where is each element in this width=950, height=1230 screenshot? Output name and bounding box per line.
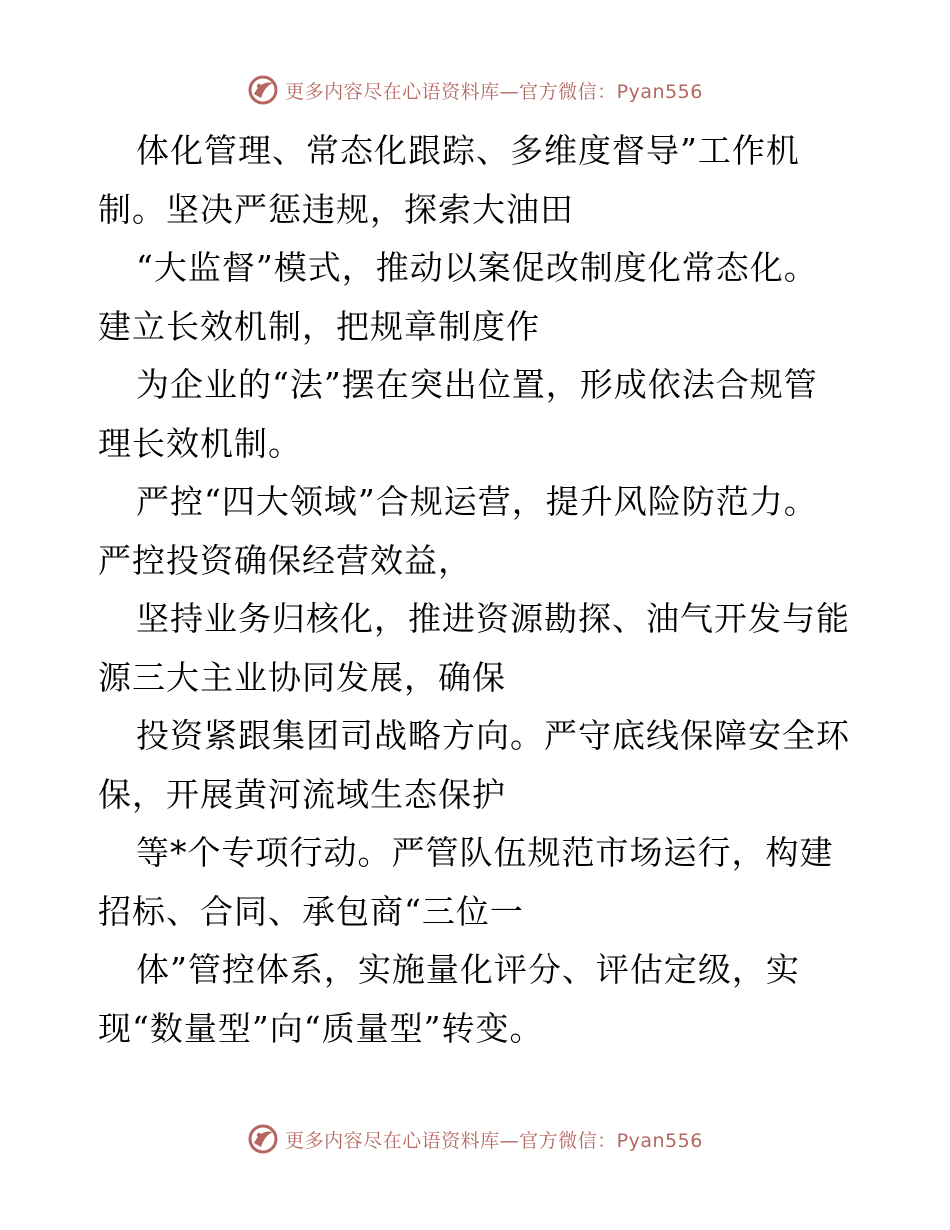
footer-watermark [0, 1121, 950, 1157]
paragraph-line: 理长效机制。 [98, 423, 302, 463]
paragraph-line: 招标、合同、承包商“三位一 [98, 891, 524, 931]
paragraph-line: 现“数量型”向“质量型”转变。 [98, 1008, 544, 1048]
red-swirl-logo-icon [247, 1123, 279, 1155]
paragraph-line: 为企业的“法”摆在突出位置，形成依法合规管 [136, 365, 818, 404]
paragraph [98, 941, 858, 1058]
paragraph [98, 590, 858, 707]
paragraph-line: 坚持业务归核化，推进资源勘探、油气开发与能 [136, 599, 850, 638]
paragraph [98, 122, 858, 239]
red-swirl-logo-icon [247, 74, 279, 106]
paragraph-line: 保，开展黄河流域生态保护 [98, 774, 506, 814]
paragraph [98, 473, 858, 590]
header-watermark [0, 72, 950, 108]
paragraph [98, 824, 858, 941]
paragraph-line: 严控“四大领域”合规运营，提升风险防范力。 [136, 482, 818, 521]
paragraph-line: 严控投资确保经营效益， [98, 540, 472, 580]
watermark-text: 更多内容尽在心语资料库—官方微信：Pyan556 [285, 80, 703, 103]
paragraph-line: 体”管控体系，实施量化评分、评估定级，实 [136, 950, 800, 989]
paragraph-line: 等*个专项行动。严管队伍规范市场运行，构建 [136, 833, 834, 872]
paragraph [98, 356, 858, 473]
paragraph [98, 707, 858, 824]
paragraph-line: 源三大主业协同发展，确保 [98, 657, 506, 697]
paragraph-line: “大监督”模式，推动以案促改制度化常态化。 [136, 248, 818, 287]
document-body [98, 122, 858, 1058]
paragraph-line: 投资紧跟集团司战略方向。严守底线保障安全环 [136, 716, 850, 755]
paragraph [98, 239, 858, 356]
paragraph-line: 建立长效机制，把规章制度作 [98, 306, 540, 346]
paragraph-line: 体化管理、常态化跟踪、多维度督导”工作机 [136, 131, 800, 170]
paragraph-line: 制。坚决严惩违规，探索大油田 [98, 189, 574, 229]
watermark-text: 更多内容尽在心语资料库—官方微信：Pyan556 [285, 1129, 703, 1152]
